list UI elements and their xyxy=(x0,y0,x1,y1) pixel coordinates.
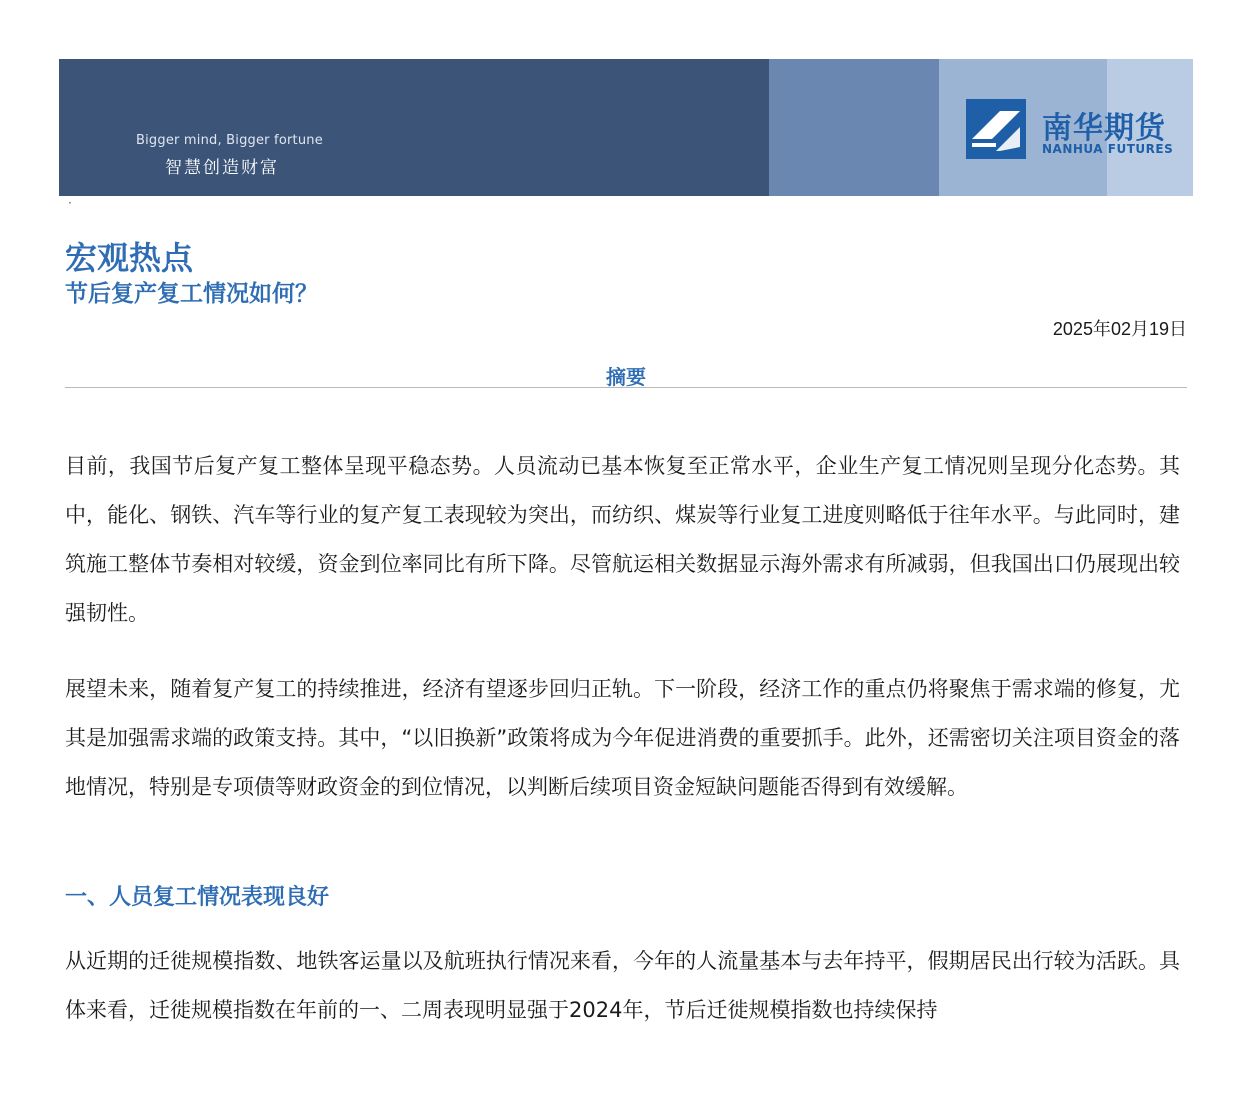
logo-chinese-name: 南华期货 xyxy=(1042,111,1166,146)
abstract-heading: 摘要 xyxy=(606,365,646,389)
slogan-english: Bigger mind, Bigger fortune xyxy=(136,133,323,148)
report-subtitle: 节后复产复工情况如何？ xyxy=(65,281,318,307)
divider xyxy=(65,387,1187,388)
logo-english-name: NANHUA FUTURES xyxy=(1042,142,1174,156)
report-date: 2025年02月19日 xyxy=(1052,319,1187,339)
abstract-paragraph: 目前，我国节后复产复工整体呈现平稳态势。人员流动已基本恢复至正常水平，企业生产复工情况则呈现分化态势。其中，能化、钢铁、汽车等行业的复产复工表现较为突出，而纺织、煤炭等行业复工进度则略低于往年水平。与此同时，建筑施工整体节奏相对较缓，资金到位率同比有所下降。尽管航运相关数据显示海外需求有所减弱，但我国出口仍展现出较强韧性。 xyxy=(65,454,1180,625)
header-banner xyxy=(59,59,1193,196)
decorative-dot: · xyxy=(68,196,72,210)
banner-band xyxy=(769,59,939,196)
nanhua-logo-icon xyxy=(966,99,1026,159)
report-title: 宏观热点 xyxy=(65,239,194,277)
section-paragraph: 从近期的迁徙规模指数、地铁客运量以及航班执行情况来看，今年的人流量基本与去年持平，假期居民出行较为活跃。具体来看，迁徙规模指数在年前的一、二周表现明显强于2024年，节后迁徙规模指数也持续保持 xyxy=(65,949,1180,1022)
abstract-paragraph: 展望未来，随着复产复工的持续推进，经济有望逐步回归正轨。下一阶段，经济工作的重点仍将聚焦于需求端的修复，尤其是加强需求端的政策支持。其中，“以旧换新”政策将成为今年促进消费的重要抓手。此外，还需密切关注项目资金的落地情况，特别是专项债等财政资金的到位情况，以判断后续项目资金短缺问题能否得到有效缓解。 xyxy=(65,677,1180,799)
slogan-chinese: 智慧创造财富 xyxy=(165,158,279,178)
section-heading: 一、人员复工情况表现良好 xyxy=(65,885,330,910)
